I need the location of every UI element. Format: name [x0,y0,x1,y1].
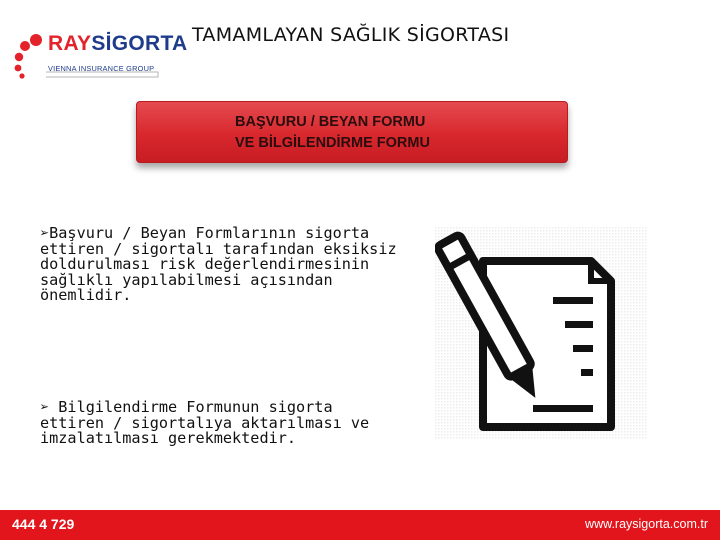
footer-website-link[interactable]: www.raysigorta.com.tr [585,517,708,531]
logo-text-sigorta: SİGORTA [91,32,188,55]
document-pen-icon [435,227,647,440]
banner-line-1: BAŞVURU / BEYAN FORMU [235,114,426,130]
page-title: TAMAMLAYAN SAĞLIK SİGORTASI [192,24,510,46]
logo-wordmark [48,32,188,56]
bullet-paragraph-1: ➢Başvuru / Beyan Formlarının sigorta ettiren / sigortalı tarafından eksiksiz doldurulması risk değerlendirmesinin sağlıklı yapılabilmesi açısından önemlidir. [40,224,397,304]
form-banner [136,101,568,163]
company-logo [8,22,188,88]
footer-bar [0,510,720,540]
logo-subtitle: VIENNA INSURANCE GROUP [48,64,155,73]
logo-text-ray: RAY [48,32,92,55]
footer-phone: 444 4 729 [12,516,75,532]
bullet-paragraph-2: ➢ Bilgilendirme Formunun sigorta ettiren / sigortalıya aktarılması ve imzalatılması gerekmektedir. [40,398,370,447]
banner-line-2: VE BİLGİLENDİRME FORMU [235,135,430,151]
